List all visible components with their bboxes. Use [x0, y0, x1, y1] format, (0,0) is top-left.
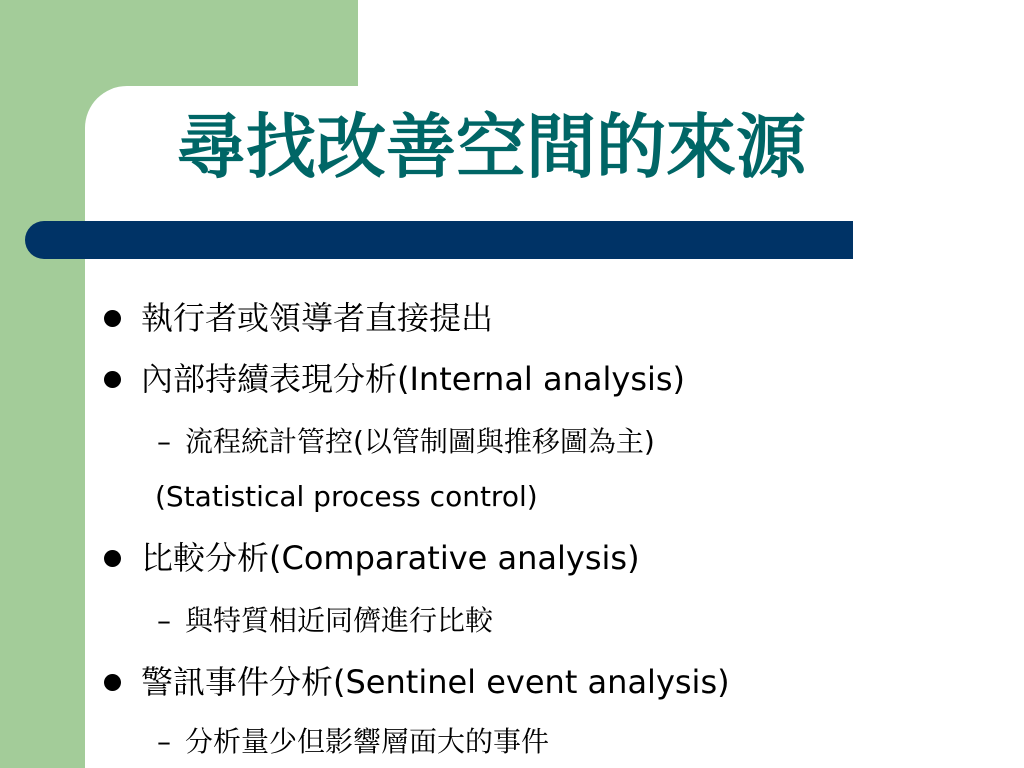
bullet-dot-icon [104, 310, 121, 327]
sub-bullet-continuation: (Statistical process control) [155, 480, 538, 513]
sub-bullet-text: 流程統計管控(以管制圖與推移圖為主) [185, 425, 655, 458]
slide-title: 尋找改善空間的來源 [176, 106, 806, 188]
dash-marker: – [157, 604, 171, 637]
bullet-item [104, 357, 685, 401]
bullet-dot-icon [104, 550, 121, 567]
bullet-item [104, 660, 730, 704]
bullet-text: 警訊事件分析(Sentinel event analysis) [141, 663, 730, 701]
bullet-item [104, 296, 493, 340]
sub-bullet-item [157, 722, 549, 762]
sub-bullet-item [157, 601, 493, 641]
sub-bullet-text: 與特質相近同儕進行比較 [185, 604, 494, 637]
bullet-text: 執行者或領導者直接提出 [141, 299, 494, 337]
bullet-item [104, 536, 640, 580]
sub-bullet-item [157, 422, 655, 462]
dash-marker: – [157, 725, 171, 758]
bullet-text: 內部持續表現分析(Internal analysis) [141, 360, 686, 398]
dash-marker: – [157, 425, 171, 458]
bullet-dot-icon [104, 371, 121, 388]
sub-bullet-text: 分析量少但影響層面大的事件 [185, 725, 550, 758]
bullet-text: 比較分析(Comparative analysis) [141, 539, 640, 577]
bullet-dot-icon [104, 674, 121, 691]
